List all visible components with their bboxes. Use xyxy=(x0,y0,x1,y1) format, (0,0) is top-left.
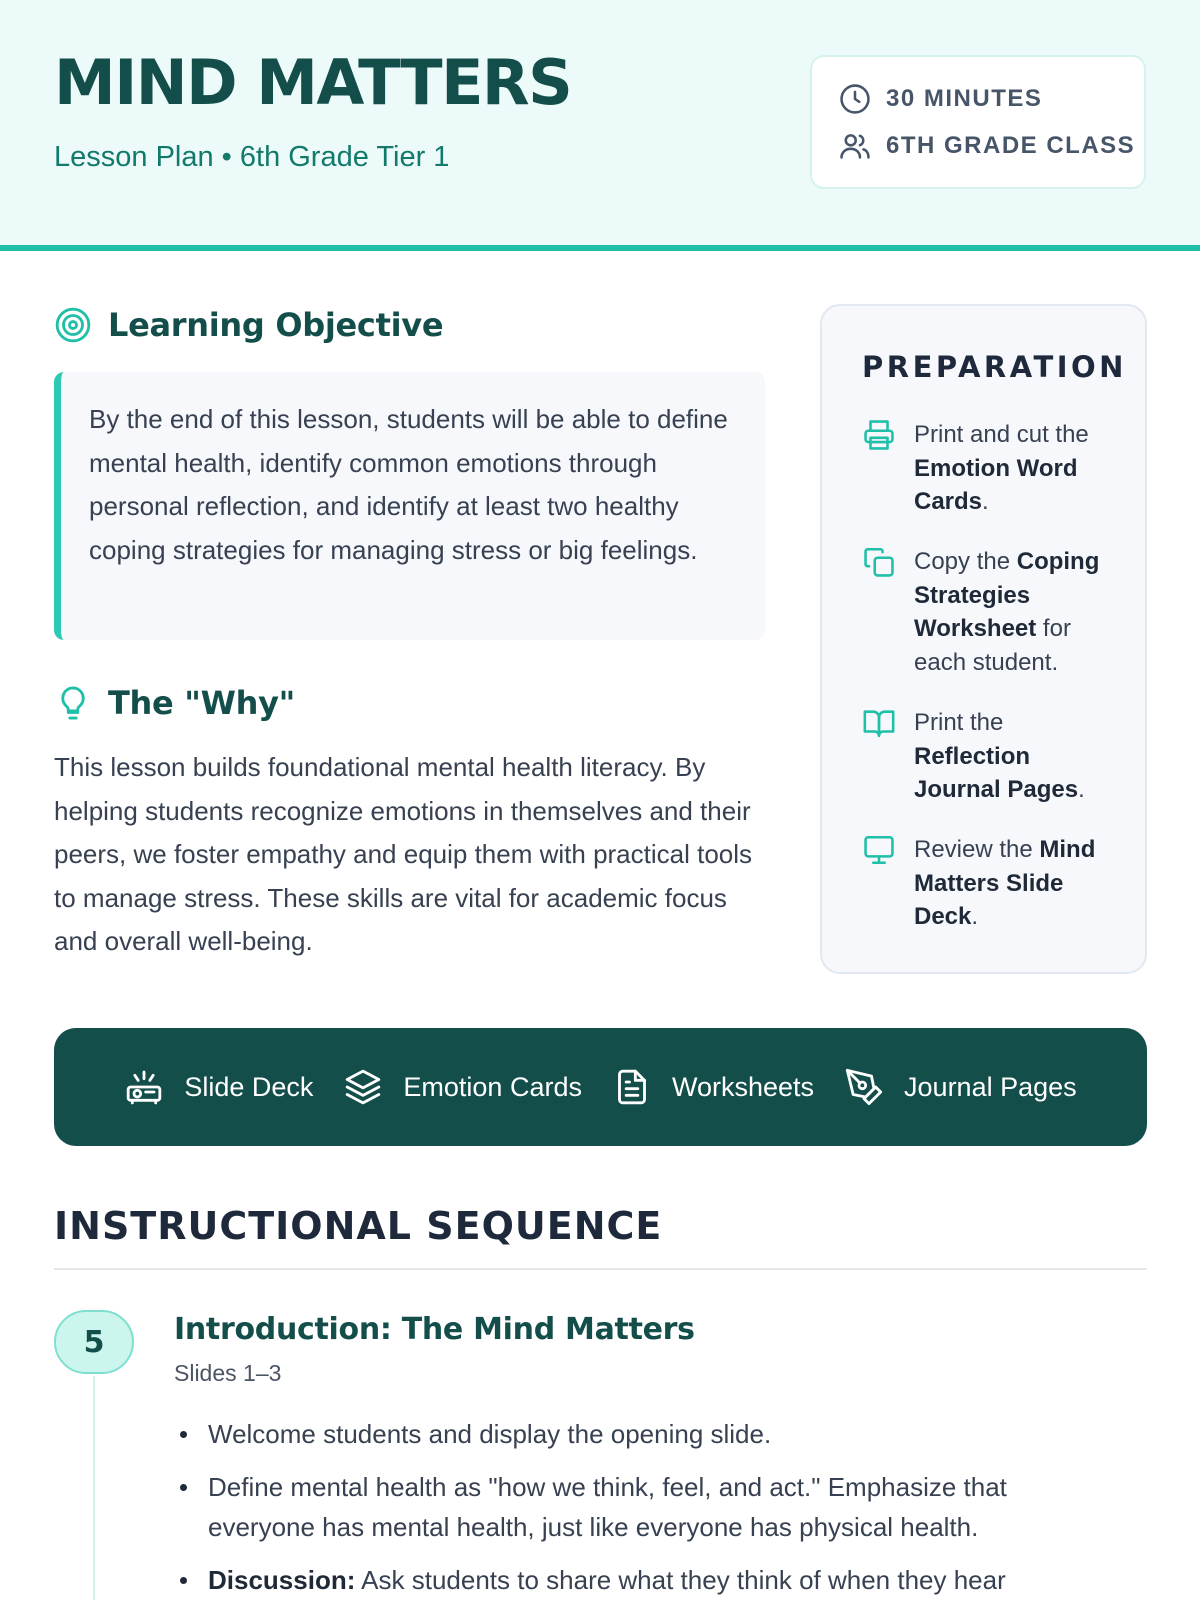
step-title: Introduction: The Mind Matters xyxy=(174,1312,695,1347)
list-item: Discussion: Ask students to share what they think of when they hear xyxy=(174,1560,1094,1600)
preparation-card xyxy=(820,304,1147,974)
page-header xyxy=(0,0,1200,251)
duration-row xyxy=(838,82,1042,116)
objective-heading xyxy=(54,306,443,344)
prep-item xyxy=(862,833,1114,934)
objective-callout xyxy=(54,372,765,640)
material-emotion-cards[interactable] xyxy=(343,1067,582,1107)
step-number-badge: 5 xyxy=(54,1310,134,1374)
prep-item-text: Review the Mind Matters Slide Deck. xyxy=(914,836,1096,930)
page-subtitle: Lesson Plan • 6th Grade Tier 1 xyxy=(54,141,450,173)
sequence-title: INSTRUCTIONAL SEQUENCE xyxy=(54,1204,663,1248)
materials-bar xyxy=(54,1028,1147,1146)
list-item: Define mental health as "how we think, feel, and act." Emphasize that everyone has mental health, just like everyone has physical health. xyxy=(174,1467,1094,1547)
material-worksheets[interactable] xyxy=(612,1067,814,1107)
step-bullet-list xyxy=(174,1414,1094,1600)
material-journal-pages[interactable] xyxy=(844,1067,1077,1107)
prep-item xyxy=(862,418,1114,519)
copy-icon xyxy=(862,545,896,579)
objective-title: Learning Objective xyxy=(108,306,444,344)
layers-icon xyxy=(343,1067,383,1107)
why-heading xyxy=(54,684,295,722)
material-label: Emotion Cards xyxy=(403,1071,582,1102)
prep-item xyxy=(862,706,1114,807)
objective-text: By the end of this lesson, students will be able to define mental health, identify common emotions through personal reflection, and identify at least two healthy coping strategies for managing stress or big feelings. xyxy=(89,404,728,565)
material-label: Journal Pages xyxy=(904,1071,1077,1102)
material-slide-deck[interactable] xyxy=(124,1067,313,1107)
book-open-icon xyxy=(862,706,896,740)
page-title: MIND MATTERS xyxy=(54,46,572,119)
prep-item xyxy=(862,545,1114,679)
lightbulb-icon xyxy=(54,684,92,722)
file-text-icon xyxy=(612,1067,652,1107)
printer-icon xyxy=(862,418,896,452)
pen-tool-icon xyxy=(844,1067,884,1107)
projector-icon xyxy=(124,1067,164,1107)
material-label: Slide Deck xyxy=(184,1071,314,1102)
audience-row xyxy=(838,129,1135,163)
divider xyxy=(54,1268,1147,1270)
prep-item-text: Print and cut the Emotion Word Cards. xyxy=(914,421,1089,515)
list-item: Welcome students and display the opening slide. xyxy=(174,1414,1094,1454)
step-subtitle: Slides 1–3 xyxy=(174,1360,282,1386)
prep-item-text: Copy the Coping Strategies Worksheet for each student. xyxy=(914,548,1100,676)
clock-icon xyxy=(838,82,872,116)
lesson-meta-card xyxy=(810,55,1146,189)
target-icon xyxy=(54,306,92,344)
why-text: This lesson builds foundational mental health literacy. By helping students recognize emotions in themselves and their peers, we foster empathy and equip them with practical tools to manage stress. These skills are vital for academic focus and overall well-being. xyxy=(54,752,753,956)
prep-item-text: Print the Reflection Journal Pages. xyxy=(914,709,1085,803)
step-timeline-line xyxy=(93,1376,95,1600)
material-label: Worksheets xyxy=(671,1071,815,1102)
why-title: The "Why" xyxy=(108,684,296,722)
audience-text: 6TH GRADE CLASS xyxy=(886,132,1136,159)
preparation-title: PREPARATION xyxy=(862,350,1127,384)
duration-text: 30 MINUTES xyxy=(886,85,1043,112)
monitor-icon xyxy=(862,833,896,867)
users-icon xyxy=(838,129,872,163)
